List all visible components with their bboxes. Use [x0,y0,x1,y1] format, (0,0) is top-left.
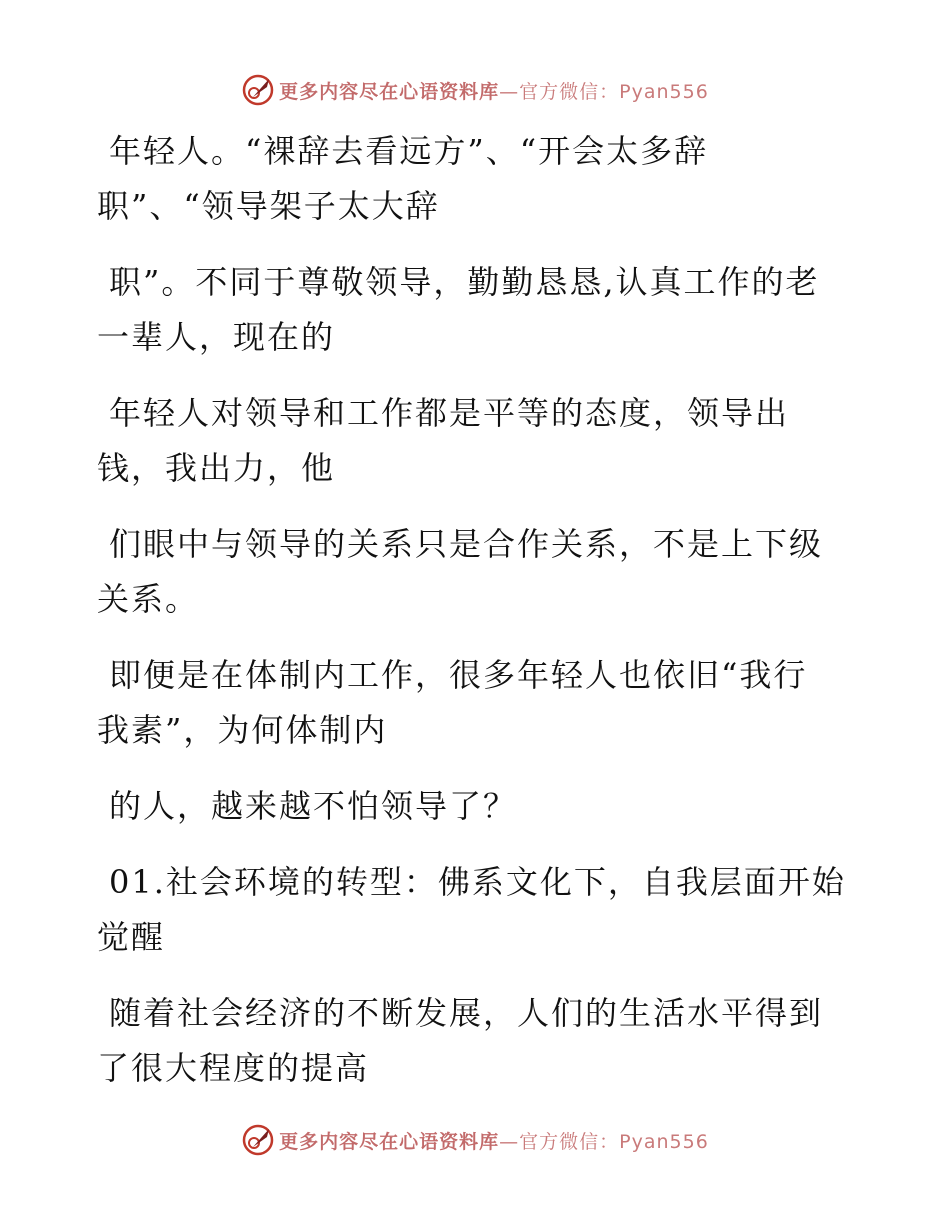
paragraph-line: 年轻人。“裸辞去看远方”、“开会太多辞 [109,132,709,170]
paragraph [97,517,857,627]
document-body [97,124,857,1117]
paragraph-line: 年轻人对领导和工作都是平等的态度，领导出 [109,394,790,432]
paragraph [97,779,857,834]
paragraph [97,255,857,365]
paragraph-line: 01.社会环境的转型：佛系文化下，自我层面开始 [109,863,846,901]
footer-banner-rest: —官方微信：Pyan556 [499,1130,709,1153]
footer-banner-bold: 更多内容尽在心语资料库 [279,1130,500,1153]
paragraph-line: 职”。不同于尊敬领导，勤勤恳恳,认真工作的老 [109,263,820,301]
header-banner-rest: —官方微信：Pyan556 [499,80,709,103]
paragraph-line: 觉醒 [97,918,166,956]
footer-banner-text [279,1127,709,1154]
paragraph-line: 一辈人，现在的 [97,318,336,356]
paragraph-line: 关系。 [97,580,200,618]
paragraph [97,855,857,965]
quill-logo-icon [241,73,275,107]
footer-watermark-banner [0,1120,950,1160]
paragraph-line: 职”、“领导架子太大辞 [97,187,440,225]
paragraph-line: 我素”，为何体制内 [97,711,388,749]
paragraph-line: 即便是在体制内工作，很多年轻人也依旧“我行 [109,656,808,694]
paragraph-line: 钱，我出力，他 [97,449,336,487]
header-banner-text [279,77,709,104]
paragraph [97,386,857,496]
paragraph [97,648,857,758]
quill-logo-icon [241,1123,275,1157]
paragraph-line: 了很大程度的提高 [97,1049,370,1087]
header-watermark-banner [0,70,950,110]
header-banner-bold: 更多内容尽在心语资料库 [279,80,500,103]
paragraph [97,124,857,234]
paragraph-line: 随着社会经济的不断发展，人们的生活水平得到 [109,994,824,1032]
paragraph [97,986,857,1096]
paragraph-line: 的人，越来越不怕领导了？ [109,787,518,825]
paragraph-line: 们眼中与领导的关系只是合作关系，不是上下级 [109,525,824,563]
